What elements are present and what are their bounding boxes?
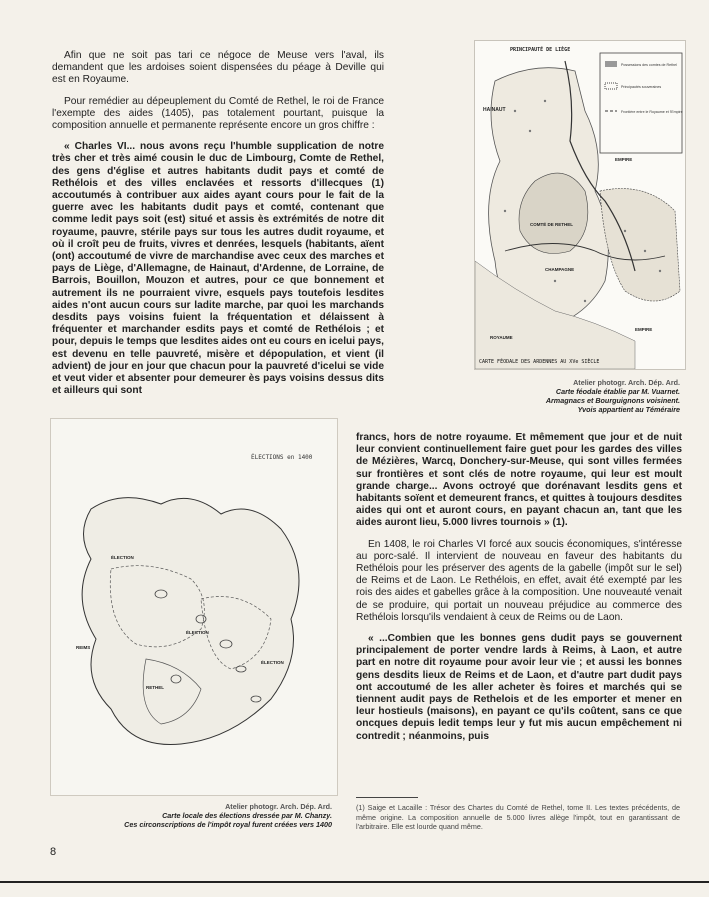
elections-map-drawing: [51, 419, 337, 795]
map1-label-empire-bottom: EMPIRE: [635, 327, 653, 332]
map1-label-rethel: COMTÉ DE RETHEL: [530, 222, 574, 227]
left-column-text: [52, 50, 384, 406]
caption-line: Carte féodale établie par M. Vuarnet.: [555, 387, 680, 396]
map1-label-hainaut: HAINAUT: [483, 107, 506, 113]
legend-item-1: Possessions des comtes de Rethel: [621, 63, 677, 67]
map1-label-champagne: CHAMPAGNE: [545, 267, 575, 272]
paragraph-meuse: Afin que ne soit pas tari ce négoce de Meuse vers l'aval, ils demandent que les ardoises soient dispensées du péage à Deville qui est en Royaume.: [52, 50, 384, 86]
feudal-map: [474, 40, 686, 370]
legend-item-2: Principautés souveraines: [621, 85, 662, 89]
map1-title: CARTE FÉODALE DES ARDENNES AU XVe SIÈCLE: [479, 359, 600, 365]
footnote: (1) Saige et Lacaille : Trésor des Chartes du Comté de Rethel, tome II. Les textes précédents, de même origine. La composition annuelle de 5.000 livres allège l'impôt, tout en garantissant de l'arbitraire. Elle est lourde quand même.: [356, 803, 680, 831]
feudal-map-caption: [440, 378, 680, 414]
map2-label-election-2: ÉLECTION: [186, 630, 209, 635]
paragraph-rethel: Pour remédier au dépeuplement du Comté de Rethel, le roi de France l'exempte des aides (1405), pas totalement pourtant, puisque la composition annuelle et permanente représente encore un gros chiffre :: [52, 95, 384, 132]
elections-map: [50, 418, 338, 796]
map2-title: ÉLECTIONS en 1400: [251, 454, 313, 461]
footnote-rule: [356, 797, 418, 798]
map2-label-election-1: ÉLECTION: [111, 555, 134, 560]
caption-line: Carte locale des élections dressée par M. Chanzy.: [162, 811, 332, 820]
page-bottom-rule: [0, 881, 709, 883]
page-number: 8: [50, 846, 57, 858]
caption-credit: Atelier photogr. Arch. Dép. Ard.: [573, 378, 680, 387]
caption-line: Ces circonscriptions de l'impôt royal furent créées vers 1400: [124, 820, 332, 829]
caption-line: Yvois appartient au Téméraire: [577, 405, 680, 414]
paragraph-1408: En 1408, le roi Charles VI forcé aux soucis économiques, s'intéresse au porc-salé. Il intervient de nouveau en faveur des habitants du Rethélois pour les préserver des agents de la gabelle (impôt sur le sel) de Reims et de Laon. Le Rethélois, en effet, avait été exempté par les rois des aides et gabelles grâce à la composition. Une nouveauté venait de se produire, qui portait un nouveau préjudice au commerce des Rethélois lorsqu'ils vendaient à ceux de Reims ou de Laon.: [356, 538, 682, 623]
quote-charles-vi: « Charles VI... nous avons reçu l'humble supplication de notre très cher et très aimé cousin le duc de Limbourg, Comte de Rethel, des gens d'église et autres habitants dudit pays et comté de Rethélois et des villes enclavées et ressorts d'illecques (1) accoutumés à contribuer aux aides ayant cours pour le fait de la guerre avec les habitants dudit pays et comté, contenant que comme ledit pays soit (est) situé et assis ès extrémités de notre dit royaume, pauvre, stérile pays sur tous les autres dudit royaume, et où il croît peu de fruits, vivres et denrées, lesquels (habitants, aïent (ont) accoutumé de vivre de marchandise avec ceux des marches et pays de Liège, d'Allemagne, de Hainaut, d'Ardenne, de Lorraine, de Barrois, Bouillon, Mouzon et autres, pour ce que bonnement et autrement ils ne pourraient vivre, esquels pays toutefois lesdites aides n'ont aucun cours sur ladite marche, par quoi les marchands desdits pays voisins fuient la fréquentation et délaissent à fréquenter et marchander esdits pays et comté de Rethélois ; et pour, depuis le temps que lesdites aides ont eu cours en icelui pays, est devenu en telle pauvreté, misère et dépopulation, et vient (il advient) de jour en jour que chacun pour la pauvreté d'icelui se vide et veut vider et absenter pour demeurer ès pays voisins dessus dits et ailleurs qui sont: [52, 141, 384, 397]
map2-label-rethel: RETHEL: [146, 685, 164, 690]
quote-charles-vi-continued: francs, hors de notre royaume. Et mêmement que jour et de nuit leur convient continuellement faire guet pour les gardes des villes de Mézières, Warcq, Donchery-sur-Meuse, qui sont villes fermées sur frontières et sont clés de notre royaume, qui leur est moult grande charge... Avons octroyé que dorénavant lesdits gens et habitants soïent et demeurent francs, et quittes à toujours desdites aides qui ont et auront cours, en payant chacun an, tant que les aides auront lieu, 5.000 livres tournois » (1).: [356, 432, 682, 529]
right-column-text: [356, 432, 682, 752]
map1-label-empire-top: EMPIRE: [615, 157, 633, 162]
map2-label-reims: REIMS: [76, 645, 91, 650]
caption-credit: Atelier photogr. Arch. Dép. Ard.: [225, 802, 332, 811]
caption-line: Armagnacs et Bourguignons voisinent.: [545, 396, 680, 405]
elections-map-caption: [60, 802, 332, 829]
legend-item-3: Frontière entre le Royaume et l'Empire: [621, 110, 683, 114]
map1-label-royaume: ROYAUME: [490, 335, 513, 340]
map1-header: PRINCIPAUTÉ DE LIÈGE: [510, 47, 571, 53]
map2-label-election-3: ÉLECTION: [261, 660, 284, 665]
quote-lards: « ...Combien que les bonnes gens dudit pays se gouvernent principalement de porter vendre lards à Reims, à Laon, et autre part en notre dit royaume pour avoir leur vie ; et aussi les bonnes gens desdits lieux de Reims et de Laon, et d'autre part dudit pays ont accoutumé de les aller acheter ès foires et marchés qui se tiennent audit pays de Rethelois et de les emporter et mener en leur hostieuls (maisons), en payant ce qu'ils coûtent, sans ce que oncques depuis ledit temps leur y fut mis aucun empêchement ni contredit ; néanmoins, puis: [356, 633, 682, 742]
feudal-map-drawing: [475, 41, 685, 369]
